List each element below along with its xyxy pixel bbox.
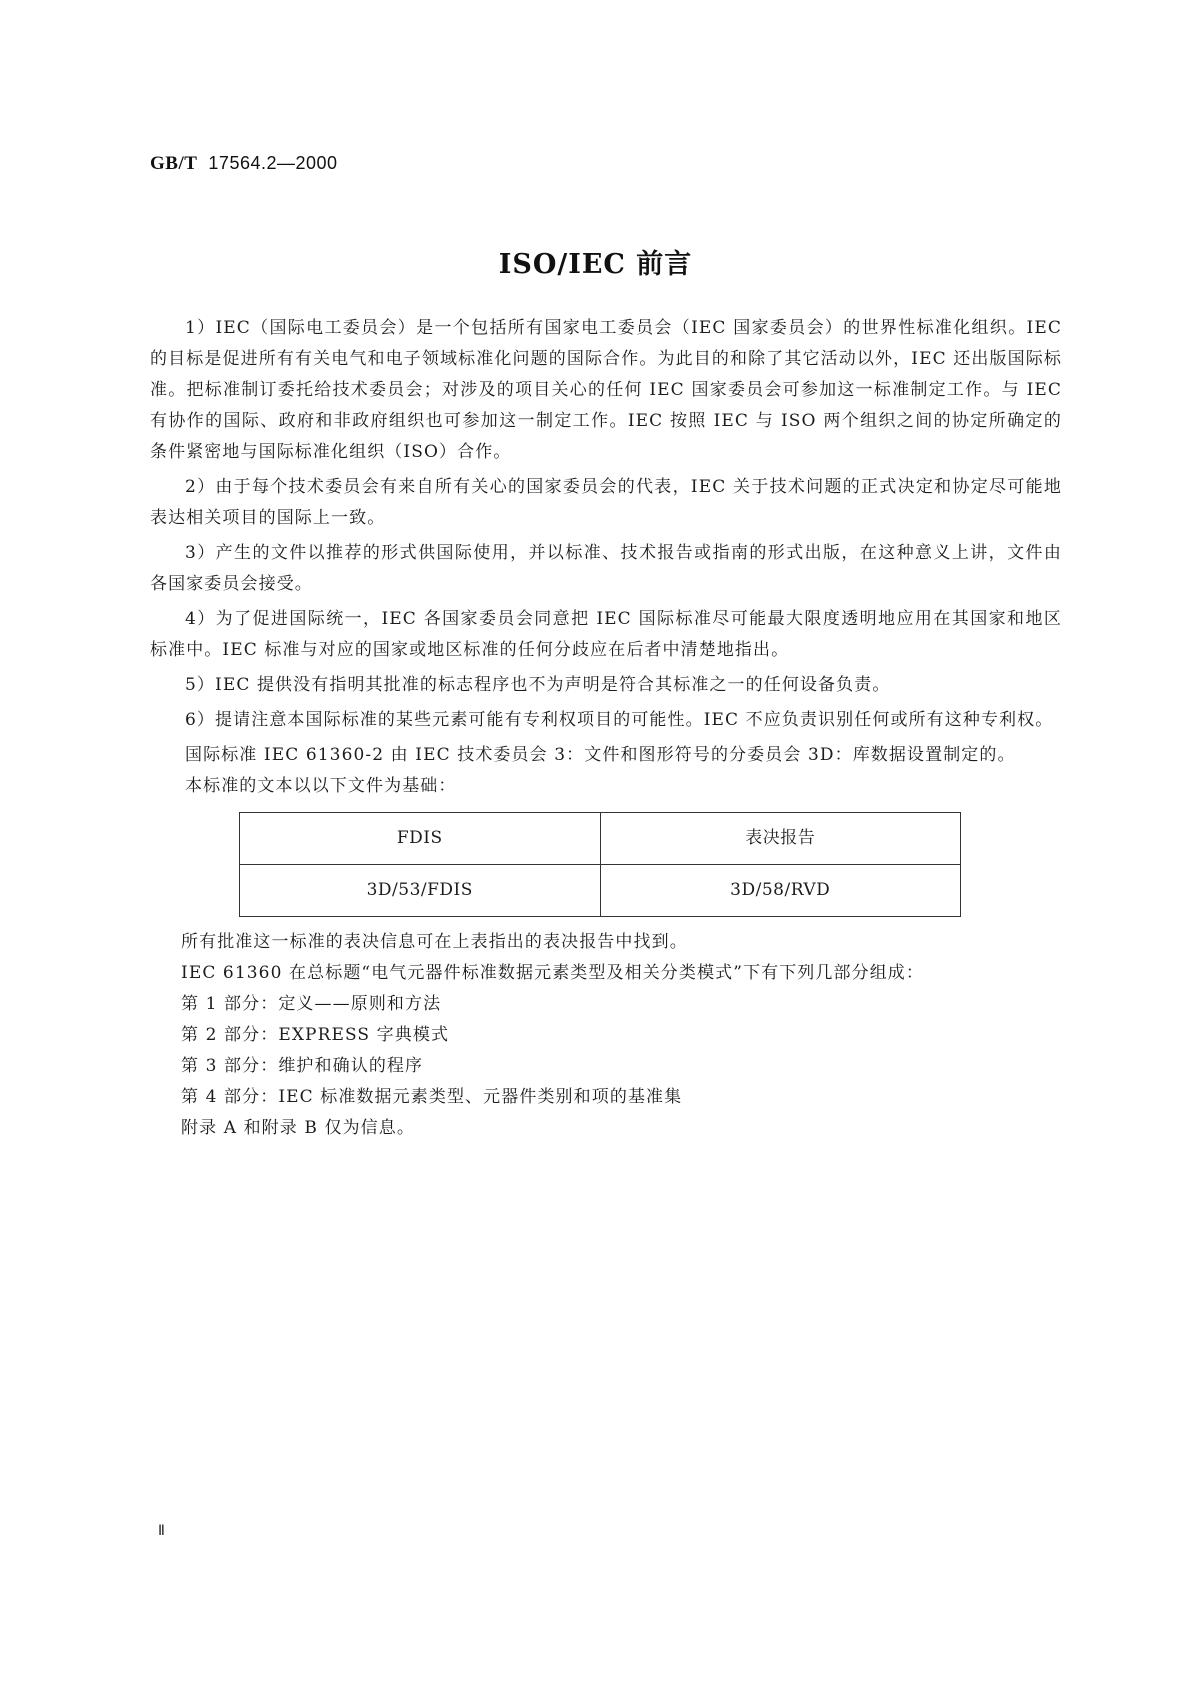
standard-header (150, 153, 338, 175)
part-item: 第 1 部分：定义——原则和方法 (181, 994, 442, 1014)
vote-info-text: 所有批准这一标准的表决信息可在上表指出的表决报告中找到。 (181, 932, 688, 952)
standard-number: 17564.2—2000 (208, 153, 338, 173)
table-row (240, 865, 961, 917)
part-item: 第 3 部分：维护和确认的程序 (181, 1056, 424, 1076)
table-cell-fdis: 3D/53/FDIS (240, 865, 601, 917)
foreword-item-4: 4）为了促进国际统一，IEC 各国家委员会同意把 IEC 国际标准尽可能最大限度透明地应用在其国家和地区标准中。IEC 标准与对应的国家或地区标准的任何分歧应在后者中清楚地指出。 (150, 609, 1062, 660)
foreword-item-1: 1）IEC（国际电工委员会）是一个包括所有国家电工委员会（IEC 国家委员会）的世界性标准化组织。IEC 的目标是促进所有有关电气和电子领域标准化问题的国际合作。为此目的和除了其它活动以外，IEC 还出版国际标准。把标准制订委托给技术委员会；对涉及的项目关心的任何 IEC 国家委员会可参加这一标准制定工作。与 IEC 有协作的国际、政府和非政府组织也可参加这一制定工作。IEC 按照 IEC 与 ISO 两个组织之间的协定所确定的条件紧密地与国际标准化组织（ISO）合作。 (150, 318, 1062, 462)
foreword-item-3: 3）产生的文件以推荐的形式供国际使用，并以标准、技术报告或指南的形式出版，在这种意义上讲，文件由各国家委员会接受。 (150, 543, 1062, 594)
standard-prefix: GB/T (150, 153, 198, 174)
table-header-row (240, 813, 961, 865)
page-number: Ⅱ (158, 1523, 165, 1539)
foreword-item-2: 2）由于每个技术委员会有来自所有关心的国家委员会的代表，IEC 关于技术问题的正式决定和协定尽可能地表达相关项目的国际上一致。 (150, 477, 1062, 528)
table-header-voting-report: 表决报告 (600, 813, 961, 865)
document-body (150, 313, 1062, 1144)
page-title: ISO/IEC 前言 (498, 249, 693, 280)
series-intro-text: IEC 61360 在总标题“电气元器件标准数据元素类型及相关分类模式”下有下列几部分组成： (181, 963, 924, 983)
table-cell-rvd: 3D/58/RVD (600, 865, 961, 917)
voting-documents-table (239, 812, 961, 917)
based-on-text: 本标准的文本以以下文件为基础： (185, 776, 457, 796)
foreword-item-6: 6）提请注意本国际标准的某些元素可能有专利权项目的可能性。IEC 不应负责识别任何或所有这种专利权。 (185, 710, 1054, 730)
table-header-fdis: FDIS (240, 813, 601, 865)
part-item: 第 2 部分：EXPRESS 字典模式 (181, 1025, 450, 1045)
annex-note: 附录 A 和附录 B 仅为信息。 (181, 1118, 415, 1138)
prepared-by-text: 国际标准 IEC 61360-2 由 IEC 技术委员会 3：文件和图形符号的分委员会 3D：库数据设置制定的。 (185, 745, 1016, 765)
foreword-item-5: 5）IEC 提供没有指明其批准的标志程序也不为声明是符合其标准之一的任何设备负责。 (185, 675, 891, 695)
part-item: 第 4 部分：IEC 标准数据元素类型、元器件类别和项的基准集 (181, 1087, 683, 1107)
